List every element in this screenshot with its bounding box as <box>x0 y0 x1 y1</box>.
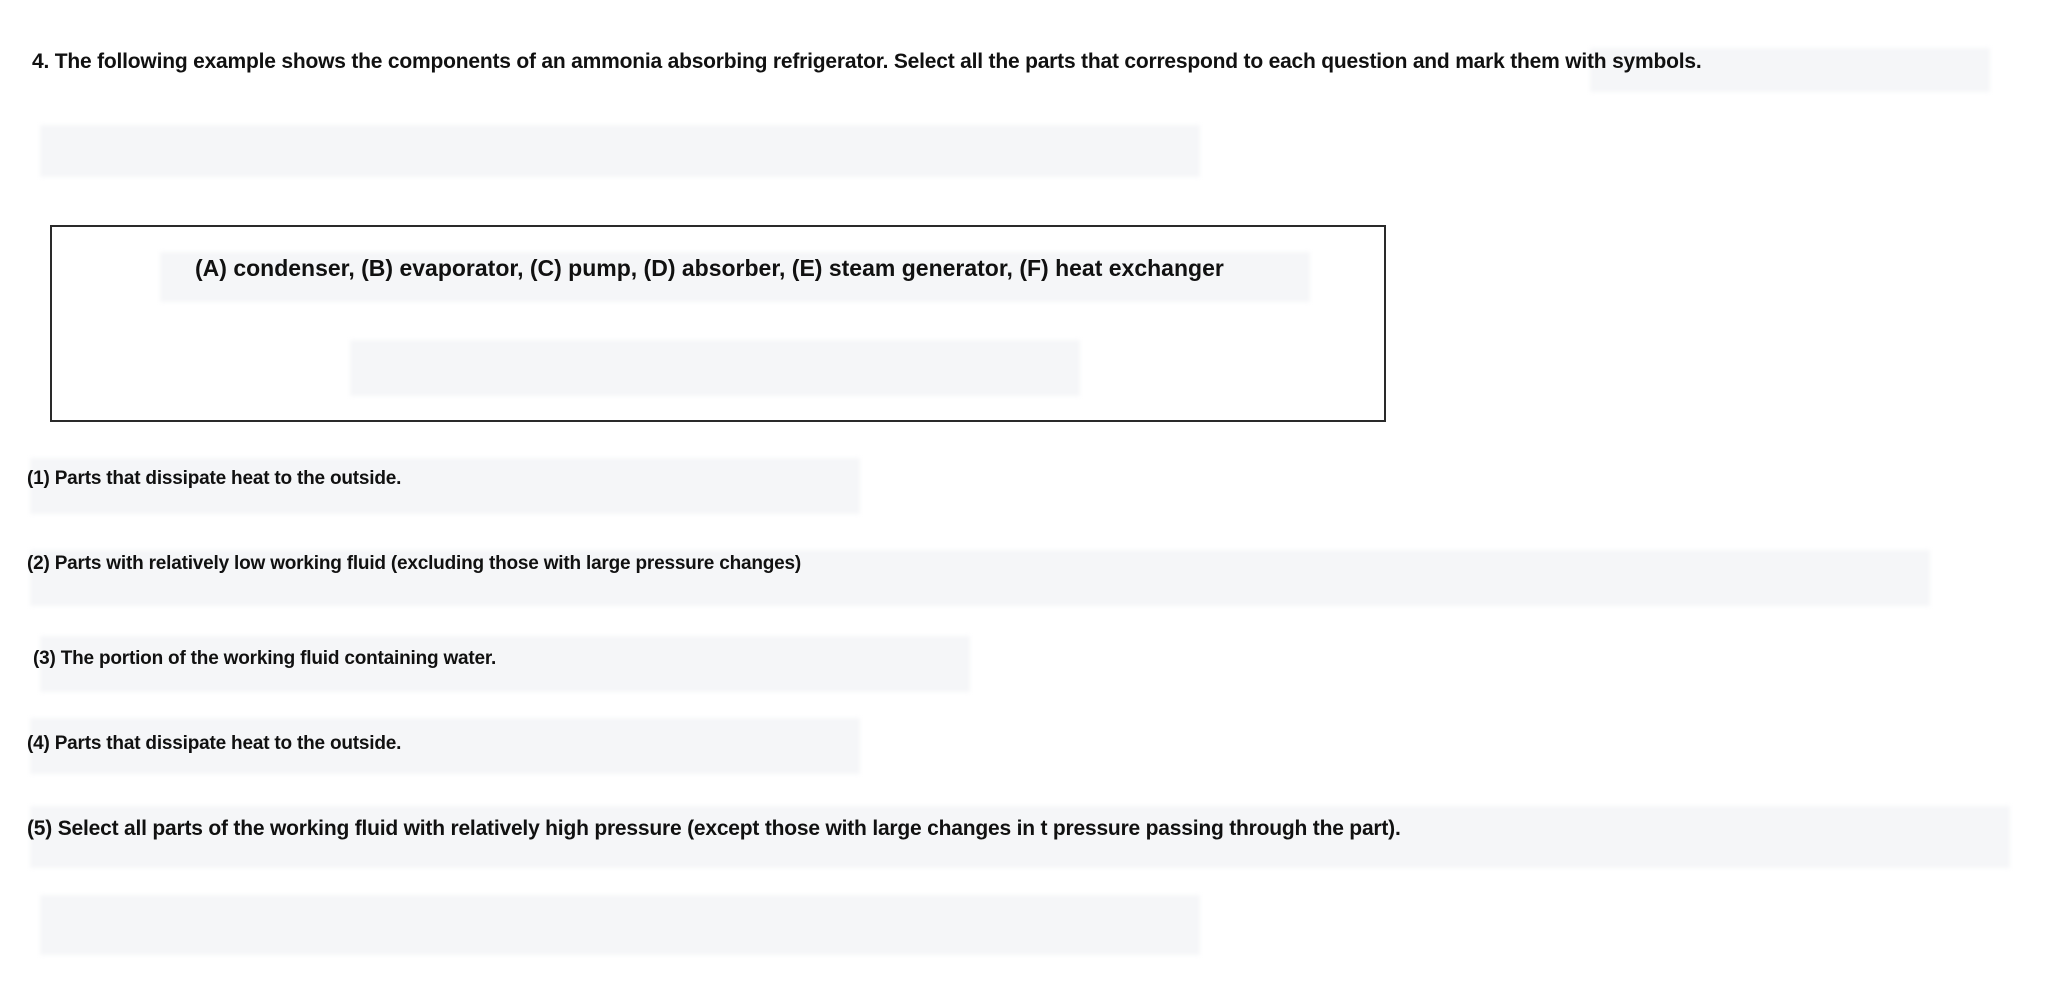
sub-question-2: (2) Parts with relatively low working fluid (excluding those with large pressure changes) <box>27 553 802 574</box>
ghost-band <box>40 125 1200 177</box>
sub-question-1: (1) Parts that dissipate heat to the outside. <box>27 468 402 489</box>
sub-question-4: (4) Parts that dissipate heat to the outside. <box>27 733 402 754</box>
options-list: (A) condenser, (B) evaporator, (C) pump, (D) absorber, (E) steam generator, (F) heat exchanger <box>195 255 1224 281</box>
sub-question-3: (3) The portion of the working fluid containing water. <box>33 648 497 669</box>
question-title: 4. The following example shows the components of an ammonia absorbing refrigerator. Select all the parts that correspond to each question and mark them with symbols. <box>32 50 1702 73</box>
sub-question-5: (5) Select all parts of the working fluid with relatively high pressure (except those with large changes in t pressure passing through the part). <box>27 817 1401 840</box>
ghost-band <box>40 895 1200 955</box>
options-box <box>50 225 1386 422</box>
